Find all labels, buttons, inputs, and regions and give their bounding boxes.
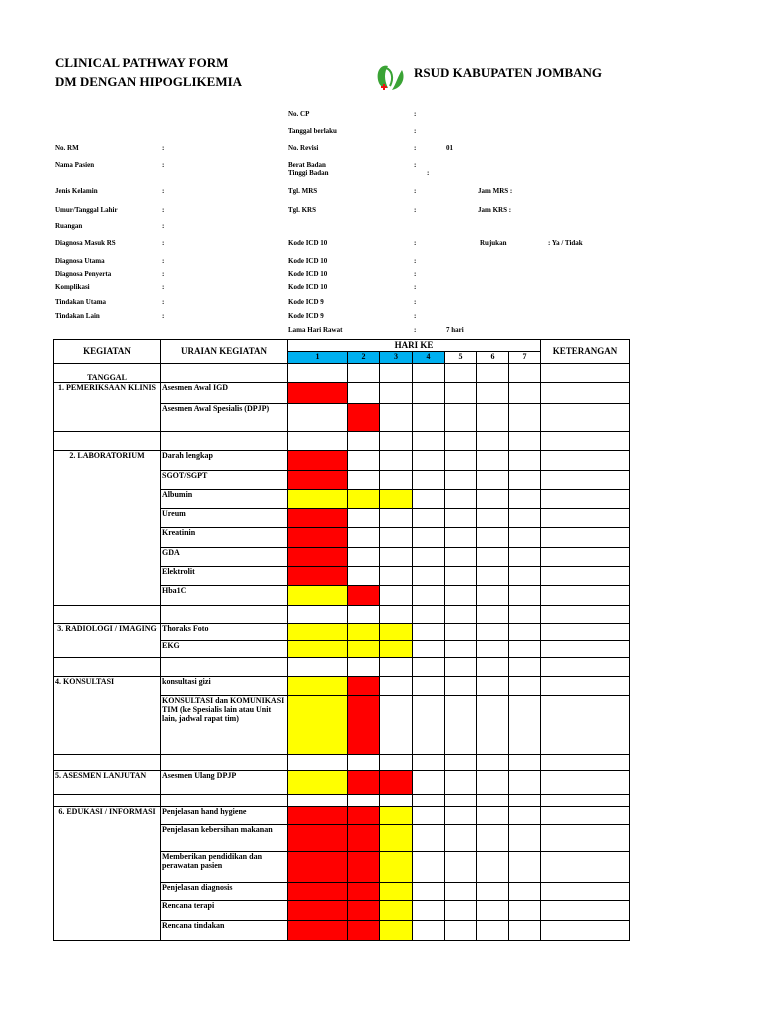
activity-label: EKG — [161, 641, 288, 658]
colon: : — [414, 270, 417, 278]
activity-label: KONSULTASI dan KOMUNIKASI TIM (ke Spesialis lain atau Unit lain, jadwal rapat tim) — [161, 696, 288, 755]
category-pemeriksaan: 1. PEMERIKSAAN KLINIS — [54, 383, 161, 432]
tanggal-label: TANGGAL — [54, 364, 161, 383]
colon: : — [414, 298, 417, 306]
day-header: 4 — [413, 352, 445, 364]
field-kode-icd9-label: Kode ICD 9 — [288, 312, 324, 320]
category-konsultasi: 4. KONSULTASI — [54, 677, 161, 755]
field-lama-hari-value: 7 hari — [446, 326, 464, 334]
field-diagnosa-utama-label: Diagnosa Utama — [55, 257, 105, 265]
colon: : — [162, 187, 165, 195]
category-asesmen-lanjutan: 5. ASESMEN LANJUTAN — [54, 771, 161, 795]
hospital-name: RSUD KABUPATEN JOMBANG — [414, 65, 603, 80]
field-no-revisi-label: No. Revisi — [288, 144, 319, 152]
field-kode-icd10-label: Kode ICD 10 — [288, 257, 328, 265]
colon: : — [162, 161, 165, 169]
day-header: 3 — [380, 352, 413, 364]
field-diagnosa-penyerta-label: Diagnosa Penyerta — [55, 270, 112, 278]
activity-label: Hba1C — [161, 586, 288, 606]
category-radiologi: 3. RADIOLOGI / IMAGING — [54, 624, 161, 658]
colon: : — [414, 283, 417, 291]
field-diagnosa-masuk-label: Diagnosa Masuk RS — [55, 239, 116, 247]
field-rujukan-label: Rujukan — [480, 239, 507, 247]
activity-label: Rencana terapi — [161, 901, 288, 921]
table-row — [54, 624, 630, 641]
activity-label: Albumin — [161, 490, 288, 509]
field-ruangan-label: Ruangan — [55, 222, 83, 230]
activity-label: konsultasi gizi — [161, 677, 288, 696]
activity-label: Darah lengkap — [161, 451, 288, 471]
field-tinggi-badan-label: Tinggi Badan — [288, 169, 329, 177]
field-kode-icd10-label: Kode ICD 10 — [288, 270, 328, 278]
activity-label: Asesmen Awal Spesialis (DPJP) — [161, 404, 288, 432]
colon: : — [162, 270, 165, 278]
form-title: CLINICAL PATHWAY FORM — [55, 55, 229, 70]
colon: : — [162, 144, 165, 152]
activity-label: Ureum — [161, 509, 288, 528]
activity-label: Penjelasan kebersihan makanan — [161, 825, 288, 852]
activity-label: Penjelasan hand hygiene — [161, 807, 288, 825]
activity-label: Rencana tindakan — [161, 921, 288, 941]
field-tindakan-lain-label: Tindakan Lain — [55, 312, 100, 320]
header-keterangan: KETERANGAN — [541, 340, 630, 364]
colon: : — [414, 312, 417, 320]
table-row — [54, 807, 630, 825]
field-rujukan-value: : Ya / Tidak — [548, 239, 583, 247]
colon: : — [414, 144, 417, 152]
colon: : — [414, 110, 417, 118]
colon: : — [162, 312, 165, 320]
field-jam-mrs-label: Jam MRS : — [478, 187, 513, 195]
colon: : — [414, 326, 417, 334]
activity-label: Asesmen Ulang DPJP — [161, 771, 288, 795]
day-header: 1 — [288, 352, 348, 364]
colon: : — [162, 222, 165, 230]
field-berat-badan-label: Berat Badan — [288, 161, 326, 169]
colon: : — [162, 298, 165, 306]
field-komplikasi-label: Komplikasi — [55, 283, 90, 291]
field-umur-label: Umur/Tanggal Lahir — [55, 206, 118, 214]
form-subtitle: DM DENGAN HIPOGLIKEMIA — [55, 74, 243, 89]
category-edukasi: 6. EDUKASI / INFORMASI — [54, 807, 161, 941]
colon: : — [427, 169, 430, 177]
colon: : — [162, 239, 165, 247]
field-jam-krs-label: Jam KRS : — [478, 206, 512, 214]
day-header: 2 — [348, 352, 380, 364]
hospital-leaf-logo — [372, 60, 410, 98]
table-row — [54, 383, 630, 404]
activity-label: Elektrolit — [161, 567, 288, 586]
activity-label: Kreatinin — [161, 528, 288, 548]
activity-label: Memberikan pendidikan dan perawatan pasien — [161, 852, 288, 883]
day-header: 6 — [477, 352, 509, 364]
table-row — [54, 677, 630, 696]
header-uraian: URAIAN KEGIATAN — [161, 340, 288, 364]
field-no-rm-label: No. RM — [55, 144, 79, 152]
table-row — [54, 451, 630, 471]
category-laboratorium: 2. LABORATORIUM — [54, 451, 161, 606]
field-no-revisi-value: 01 — [446, 144, 453, 152]
colon: : — [414, 257, 417, 265]
field-nama-label: Nama Pasien — [55, 161, 95, 169]
colon: : — [414, 206, 417, 214]
activity-label: Asesmen Awal IGD — [161, 383, 288, 404]
activity-label: Thoraks Foto — [161, 624, 288, 641]
pathway-table — [53, 339, 630, 941]
colon: : — [414, 161, 417, 169]
colon: : — [414, 239, 417, 247]
header-kegiatan: KEGIATAN — [54, 340, 161, 364]
field-tindakan-utama-label: Tindakan Utama — [55, 298, 107, 306]
colon: : — [414, 127, 417, 135]
colon: : — [162, 283, 165, 291]
field-kode-icd10-label: Kode ICD 10 — [288, 239, 328, 247]
field-no-cp-label: No. CP — [288, 110, 310, 118]
activity-label: Penjelasan diagnosis — [161, 883, 288, 901]
field-lama-hari-label: Lama Hari Rawat — [288, 326, 343, 334]
activity-label: GDA — [161, 548, 288, 567]
field-tanggal-berlaku-label: Tanggal berlaku — [288, 127, 337, 135]
colon: : — [162, 206, 165, 214]
header-hari-ke: HARI KE — [288, 340, 541, 352]
field-jenis-kelamin-label: Jenis Kelamin — [55, 187, 98, 195]
day-header: 7 — [509, 352, 541, 364]
activity-label: SGOT/SGPT — [161, 471, 288, 490]
day-header: 5 — [445, 352, 477, 364]
colon: : — [162, 257, 165, 265]
field-tgl-krs-label: Tgl. KRS — [288, 206, 317, 214]
colon: : — [414, 187, 417, 195]
field-tgl-mrs-label: Tgl. MRS — [288, 187, 318, 195]
field-kode-icd9-label: Kode ICD 9 — [288, 298, 324, 306]
table-row — [54, 771, 630, 795]
field-kode-icd10-label: Kode ICD 10 — [288, 283, 328, 291]
